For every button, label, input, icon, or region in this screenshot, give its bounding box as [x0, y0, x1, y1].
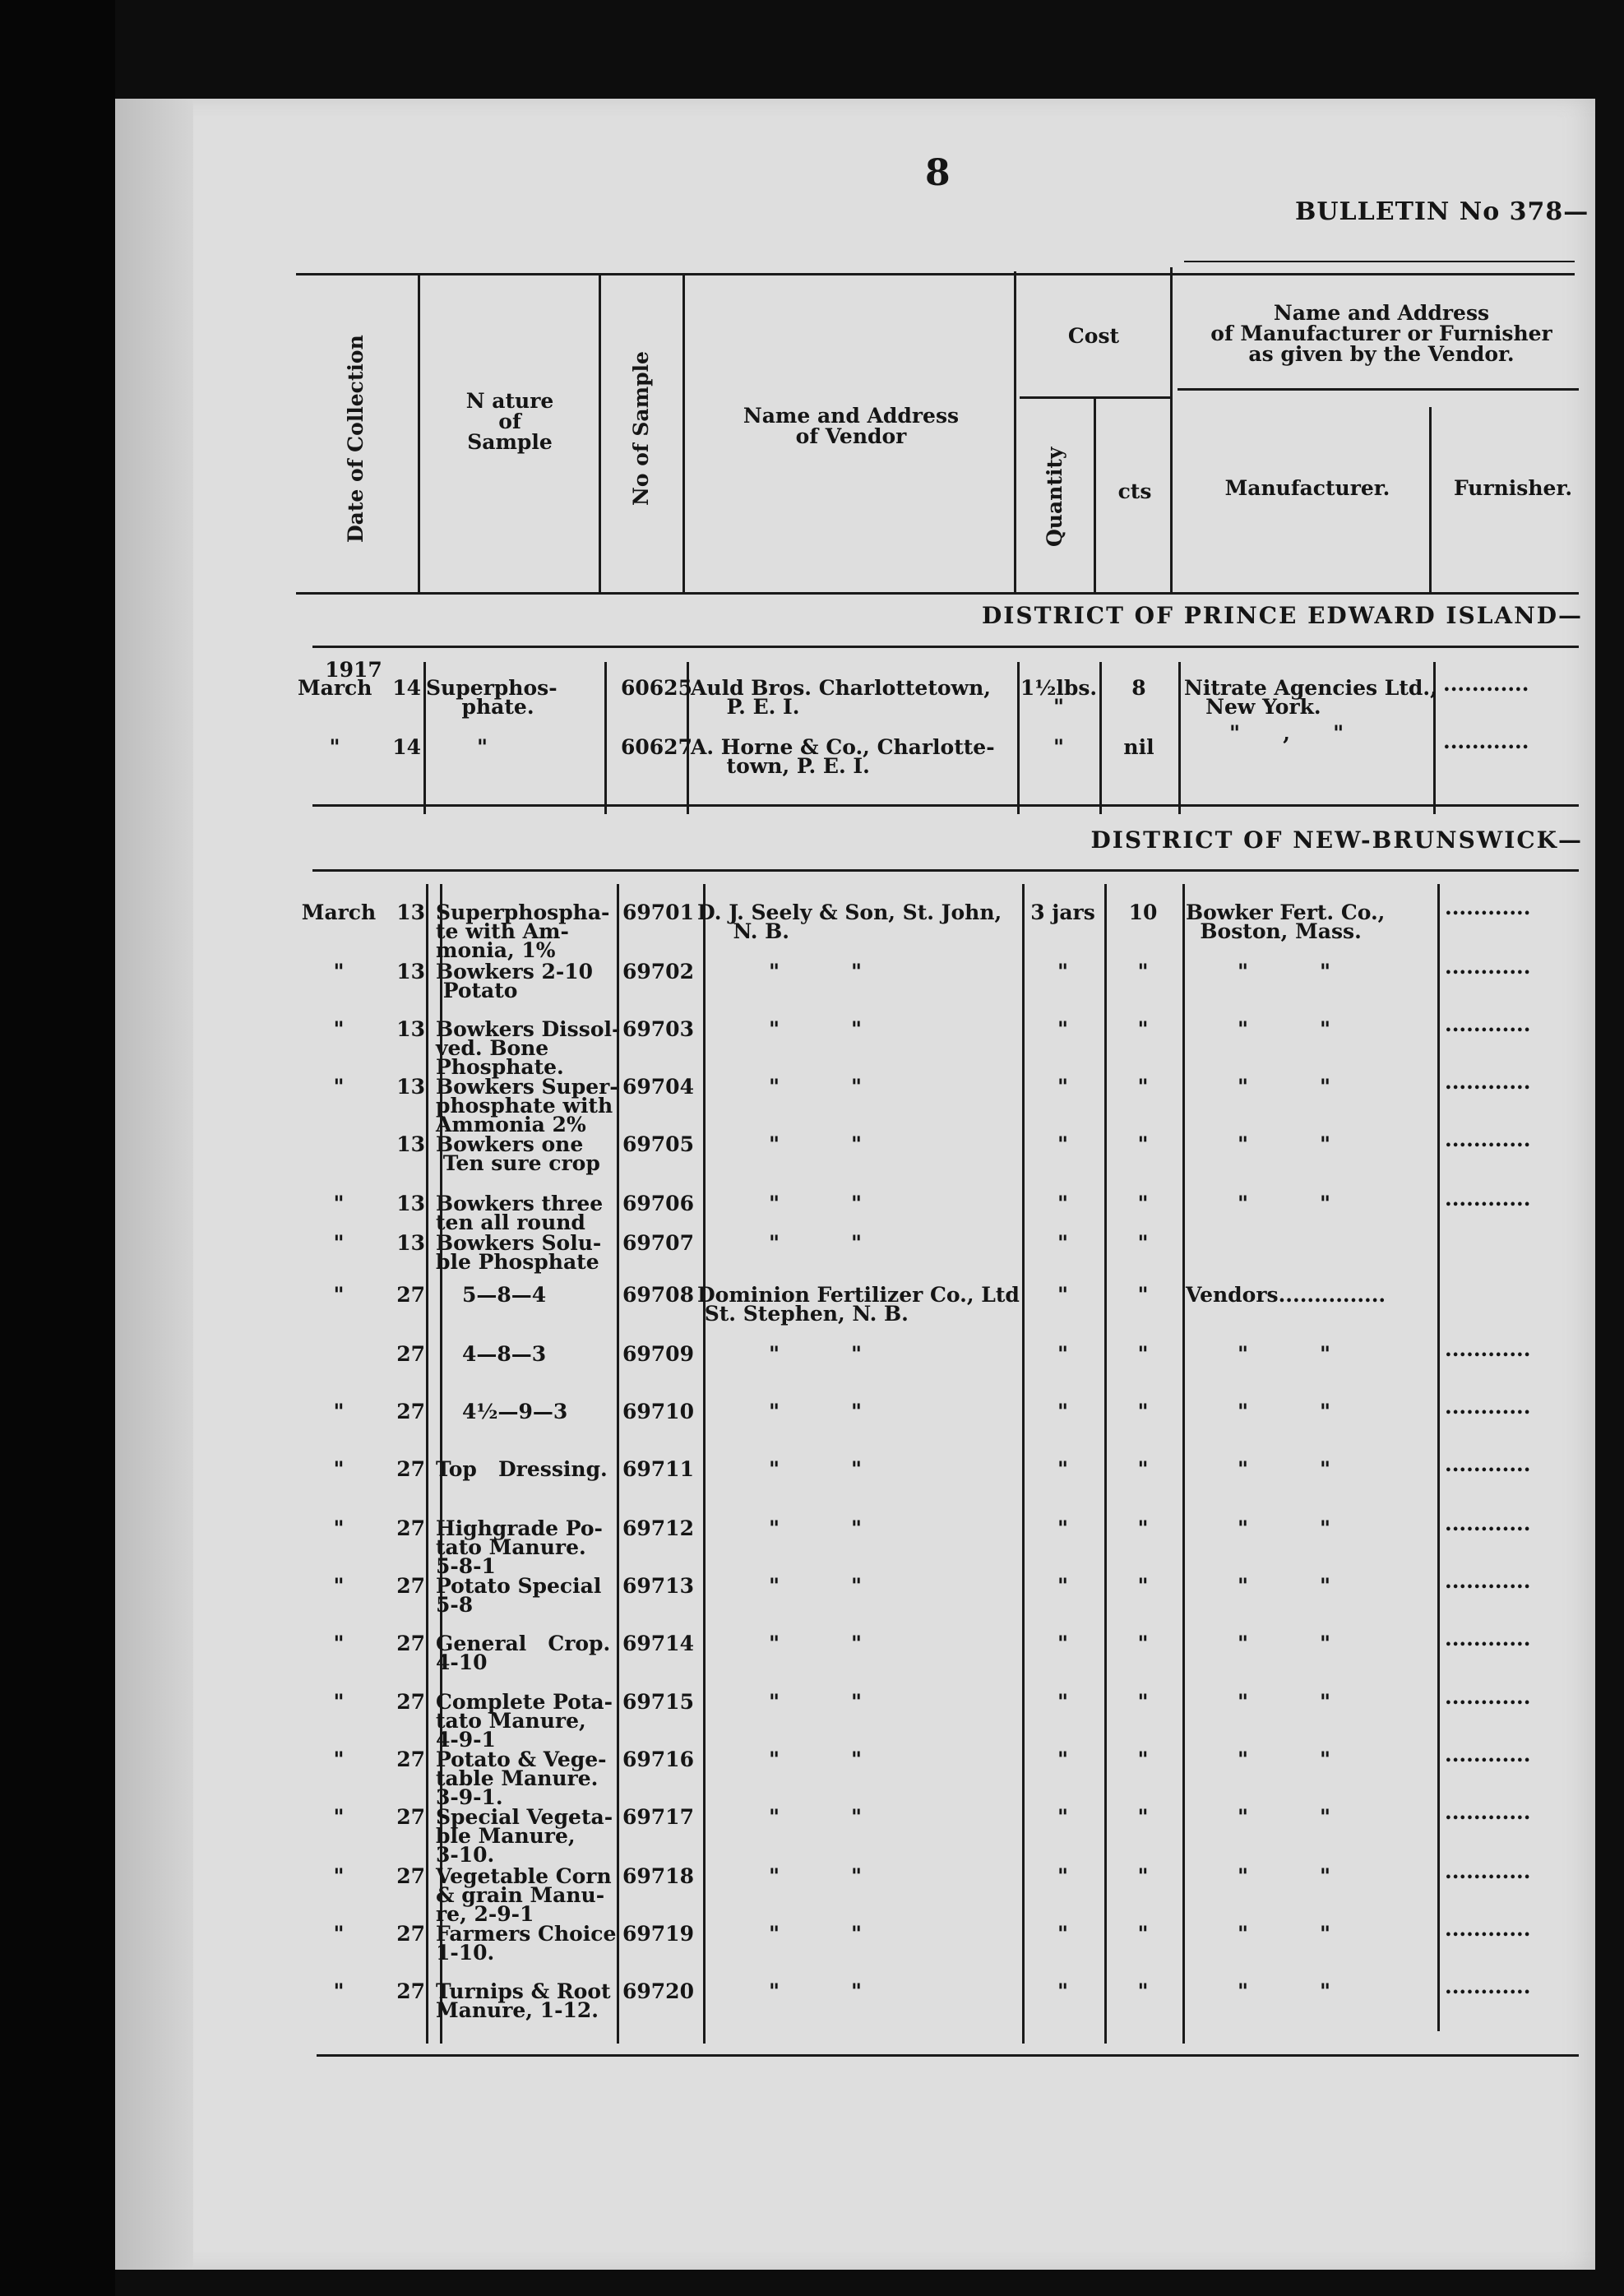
- cell-month: ": [333, 1516, 345, 1540]
- cell-day: 27: [396, 1690, 425, 1714]
- cell-furnisher: ............: [1445, 1127, 1531, 1151]
- cell-vendor: " ": [769, 1400, 863, 1423]
- cell-vendor: " ": [769, 960, 863, 984]
- cell-day: 13: [396, 960, 425, 984]
- cell-cts: ": [1137, 1864, 1149, 1888]
- cell-cts: ": [1137, 1690, 1149, 1714]
- cell-month: ": [333, 1400, 345, 1423]
- cell-nature: Bowkers Super- phosphate with Ammonia 2%: [436, 1075, 618, 1136]
- cell-vendor: " ": [769, 1574, 863, 1598]
- table-bottom-rule: [317, 2054, 1579, 2057]
- cell-quantity: ": [1057, 1342, 1069, 1366]
- header-divider: [1014, 271, 1016, 592]
- cell-nature: Bowkers three ten all round: [436, 1192, 604, 1234]
- cell-manufacturer: " , ": [1229, 721, 1344, 745]
- cell-manufacturer: Vendors...............: [1186, 1283, 1386, 1307]
- cell-day: 14: [392, 735, 421, 759]
- cell-manufacturer: " ": [1238, 1192, 1331, 1215]
- cell-cts: ": [1137, 1342, 1149, 1366]
- cell-furnisher: ............: [1445, 1627, 1531, 1650]
- cell-nature: Farmers Choice 1-10.: [436, 1922, 617, 1965]
- cell-day: 27: [396, 1979, 425, 2003]
- cell-sample: 69708: [622, 1283, 694, 1307]
- cell-furnisher: ............: [1445, 1452, 1531, 1476]
- cell-quantity: 1½lbs. ": [1020, 676, 1098, 719]
- cell-cts: nil: [1123, 735, 1154, 759]
- cell-sample: 69710: [622, 1400, 694, 1423]
- cell-manufacturer: " ": [1238, 1017, 1331, 1041]
- cell-nature: General Crop. 4-10: [436, 1632, 611, 1674]
- cell-vendor: " ": [769, 1457, 863, 1481]
- cell-nature: Bowkers 2-10 Potato: [436, 960, 594, 1002]
- cell-quantity: ": [1057, 1017, 1069, 1041]
- cell-cts: ": [1137, 1805, 1149, 1829]
- top-rule-2: [1184, 261, 1575, 262]
- cell-manufacturer: " ": [1238, 1864, 1331, 1888]
- cell-quantity: ": [1053, 735, 1065, 759]
- cell-sample: 60627: [621, 735, 692, 759]
- cell-quantity: ": [1057, 1690, 1069, 1714]
- header-divider: [418, 275, 420, 592]
- header-sample-no: No of Sample: [629, 351, 653, 506]
- cell-quantity: ": [1057, 1922, 1069, 1946]
- cell-vendor: D. J. Seely & Son, St. John, N. B.: [697, 900, 1002, 943]
- cell-month: ": [333, 1457, 345, 1481]
- cell-nature: Bowkers one Ten sure crop: [436, 1132, 600, 1175]
- cell-quantity: ": [1057, 1805, 1069, 1829]
- cell-furnisher: ............: [1445, 1395, 1531, 1419]
- cell-quantity: 3 jars: [1030, 900, 1095, 924]
- cell-vendor: " ": [769, 1516, 863, 1540]
- cell-vendor: " ": [769, 1342, 863, 1366]
- cell-month: ": [333, 1922, 345, 1946]
- cell-sample: 69717: [622, 1805, 694, 1829]
- cell-day: 27: [396, 1632, 425, 1655]
- cell-quantity: ": [1057, 1457, 1069, 1481]
- cell-sample: 69718: [622, 1864, 694, 1888]
- cell-manufacturer: " ": [1238, 960, 1331, 984]
- year-label: 1917: [325, 658, 382, 682]
- cell-furnisher: ............: [1445, 1859, 1531, 1883]
- cell-sample: 69704: [622, 1075, 694, 1099]
- cell-manufacturer: " ": [1238, 1132, 1331, 1156]
- cell-sample: 69713: [622, 1574, 694, 1598]
- cell-month: March: [301, 900, 377, 924]
- cell-manufacturer: " ": [1238, 1342, 1331, 1366]
- cell-vendor: " ": [769, 1632, 863, 1655]
- cell-day: 13: [396, 1017, 425, 1041]
- cell-vendor: " ": [769, 1922, 863, 1946]
- cell-manufacturer: " ": [1238, 1400, 1331, 1423]
- cell-vendor: " ": [769, 1690, 863, 1714]
- cell-cts: ": [1137, 1132, 1149, 1156]
- cell-furnisher: ............: [1445, 1337, 1531, 1361]
- district-rule: [312, 869, 1579, 872]
- cell-furnisher: ............: [1445, 1800, 1531, 1824]
- manuf-rule: [1178, 388, 1579, 391]
- cell-cts: ": [1137, 960, 1149, 984]
- cell-month: ": [329, 735, 340, 759]
- cell-nature: Potato & Vege- table Manure. 3-9-1.: [436, 1747, 607, 1809]
- column-divider: [1178, 662, 1181, 814]
- cell-vendor: A. Horne & Co., Charlotte- town, P. E. I.: [691, 735, 995, 778]
- cell-furnisher: ............: [1445, 1974, 1531, 1998]
- header-quantity: Quantity: [1043, 447, 1066, 547]
- cell-day: 27: [396, 1805, 425, 1829]
- cell-sample: 69711: [622, 1457, 694, 1481]
- cell-vendor: Auld Bros. Charlottetown, P. E. I.: [691, 676, 991, 719]
- cell-nature: Superphospha- te with Am- monia, 1%: [436, 900, 610, 962]
- cell-quantity: ": [1057, 1632, 1069, 1655]
- district-title: DISTRICT OF PRINCE EDWARD ISLAND—: [982, 602, 1583, 629]
- header-date: Date of Collection: [344, 335, 368, 543]
- cell-quantity: ": [1057, 1864, 1069, 1888]
- cell-manufacturer: " ": [1238, 1690, 1331, 1714]
- cell-furnisher: ............: [1443, 672, 1529, 696]
- cell-nature: 4½—9—3: [462, 1400, 568, 1423]
- cell-sample: 69709: [622, 1342, 694, 1366]
- cell-day: 27: [396, 1400, 425, 1423]
- cell-month: ": [333, 1690, 345, 1714]
- cell-month: ": [333, 1747, 345, 1771]
- cell-cts: ": [1137, 1979, 1149, 2003]
- header-divider: [599, 275, 601, 592]
- header-divider: [1094, 399, 1096, 592]
- cell-manufacturer: " ": [1238, 1516, 1331, 1540]
- cell-quantity: ": [1057, 1979, 1069, 2003]
- cell-nature: Vegetable Corn & grain Manu- re, 2-9-1: [436, 1864, 612, 1926]
- cell-quantity: ": [1057, 1075, 1069, 1099]
- cell-furnisher: ............: [1445, 1569, 1531, 1593]
- cell-manufacturer: Nitrate Agencies Ltd., New York.: [1184, 676, 1437, 719]
- cell-day: 27: [396, 1864, 425, 1888]
- cell-nature: Turnips & Root Manure, 1-12.: [436, 1979, 611, 2022]
- column-divider: [1182, 884, 1185, 2044]
- cell-month: ": [333, 1017, 345, 1041]
- cell-month: ": [333, 1574, 345, 1598]
- page-binding-shadow: [115, 99, 193, 2270]
- cell-day: 27: [396, 1747, 425, 1771]
- bulletin-title: BULLETIN No 378—: [1295, 197, 1589, 226]
- cell-month: ": [333, 960, 345, 984]
- cell-nature: Superphos- phate.: [426, 676, 558, 719]
- cell-month: ": [333, 1864, 345, 1888]
- cell-cts: ": [1137, 1632, 1149, 1655]
- cell-furnisher: ............: [1445, 1743, 1531, 1766]
- cell-quantity: ": [1057, 1574, 1069, 1598]
- cell-sample: 69716: [622, 1747, 694, 1771]
- cell-quantity: ": [1057, 1132, 1069, 1156]
- cell-cts: ": [1137, 1516, 1149, 1540]
- cell-nature: Bowkers Solu- ble Phosphate: [436, 1231, 602, 1274]
- cell-vendor: " ": [769, 1979, 863, 2003]
- header-manufacturer: Manufacturer.: [1224, 476, 1390, 500]
- cell-manufacturer: " ": [1238, 1574, 1331, 1598]
- cell-cts: ": [1137, 1283, 1149, 1307]
- cell-cts: ": [1137, 1192, 1149, 1215]
- cell-furnisher: ............: [1445, 1685, 1531, 1709]
- cell-day: 27: [396, 1283, 425, 1307]
- district-title: DISTRICT OF NEW-BRUNSWICK—: [1090, 826, 1583, 854]
- cell-cts: ": [1137, 1017, 1149, 1041]
- cell-month: ": [333, 1805, 345, 1829]
- cell-day: 27: [396, 1574, 425, 1598]
- cell-manufacturer: " ": [1238, 1979, 1331, 2003]
- cell-day: 27: [396, 1922, 425, 1946]
- cell-month: ": [333, 1632, 345, 1655]
- header-nature: N ature of Sample: [465, 389, 554, 454]
- cell-nature: Complete Pota- tato Manure, 4-9-1: [436, 1690, 613, 1752]
- header-divider: [682, 275, 685, 592]
- header-bottom-rule: [296, 592, 1579, 595]
- cell-quantity: ": [1057, 1747, 1069, 1771]
- cell-manufacturer: " ": [1238, 1075, 1331, 1099]
- column-divider: [426, 884, 428, 2044]
- cell-manufacturer: " ": [1238, 1457, 1331, 1481]
- cell-cts: ": [1137, 1457, 1149, 1481]
- cell-vendor: " ": [769, 1231, 863, 1255]
- cell-manufacturer: " ": [1238, 1922, 1331, 1946]
- cell-day: 13: [396, 1192, 425, 1215]
- cell-manufacturer: " ": [1238, 1805, 1331, 1829]
- cell-manufacturer: " ": [1238, 1632, 1331, 1655]
- cell-furnisher: ............: [1445, 1070, 1531, 1094]
- cell-furnisher: ............: [1445, 1012, 1531, 1036]
- cell-day: 27: [396, 1457, 425, 1481]
- cell-cts: ": [1137, 1922, 1149, 1946]
- cell-day: 27: [396, 1342, 425, 1366]
- cell-month: ": [333, 1231, 345, 1255]
- cell-manufacturer: Bowker Fert. Co., Boston, Mass.: [1186, 900, 1386, 943]
- cell-vendor: " ": [769, 1747, 863, 1771]
- cell-nature: ": [477, 735, 488, 759]
- cell-sample: 60625: [621, 676, 692, 700]
- cell-day: 27: [396, 1516, 425, 1540]
- header-cost: Cost: [1067, 324, 1120, 348]
- header-vendor: Name and Address of Vendor: [743, 404, 960, 448]
- column-divider: [604, 662, 607, 814]
- cell-quantity: ": [1057, 960, 1069, 984]
- district-end-rule: [312, 804, 1579, 807]
- header-divider: [1170, 267, 1173, 592]
- cell-furnisher: ............: [1445, 1917, 1531, 1941]
- cell-vendor: Dominion Fertilizer Co., Ltd St. Stephen, N. B.: [697, 1283, 1020, 1326]
- header-manufacturer-group: Name and Address of Manufacturer or Furnisher as given by the Vendor.: [1210, 301, 1552, 366]
- column-divider: [703, 884, 706, 2044]
- cell-month: ": [333, 1979, 345, 2003]
- cell-furnisher: ............: [1445, 1511, 1531, 1535]
- column-divider: [1437, 884, 1440, 2031]
- cell-furnisher: ............: [1445, 955, 1531, 979]
- cell-cts: 10: [1128, 900, 1158, 924]
- cell-cts: 8: [1131, 676, 1146, 700]
- cell-sample: 69706: [622, 1192, 694, 1215]
- header-furnisher: Furnisher.: [1453, 476, 1573, 500]
- cell-cts: ": [1137, 1400, 1149, 1423]
- cell-month: ": [333, 1283, 345, 1307]
- cell-furnisher: ............: [1443, 729, 1529, 753]
- cell-nature: Special Vegeta- ble Manure, 3-10.: [436, 1805, 613, 1867]
- cell-nature: Bowkers Dissol- ved. Bone Phosphate.: [436, 1017, 621, 1079]
- cell-month: ": [333, 1075, 345, 1099]
- cell-vendor: " ": [769, 1864, 863, 1888]
- cell-sample: 69702: [622, 960, 694, 984]
- cell-quantity: ": [1057, 1283, 1069, 1307]
- cell-quantity: ": [1057, 1516, 1069, 1540]
- cell-sample: 69707: [622, 1231, 694, 1255]
- cell-sample: 69701: [622, 900, 694, 924]
- cell-vendor: " ": [769, 1192, 863, 1215]
- scan-border: [0, 0, 115, 2296]
- cell-day: 13: [396, 1075, 425, 1099]
- header-cts: cts: [1117, 479, 1152, 503]
- cell-vendor: " ": [769, 1805, 863, 1829]
- top-rule: [296, 273, 1575, 275]
- cell-sample: 69720: [622, 1979, 694, 2003]
- cost-rule: [1020, 396, 1170, 399]
- cell-manufacturer: " ": [1238, 1747, 1331, 1771]
- cell-day: 14: [392, 676, 421, 700]
- cell-cts: ": [1137, 1574, 1149, 1598]
- cell-quantity: ": [1057, 1400, 1069, 1423]
- cell-sample: 69719: [622, 1922, 694, 1946]
- cell-sample: 69715: [622, 1690, 694, 1714]
- cell-month: ": [333, 1192, 345, 1215]
- cell-vendor: " ": [769, 1075, 863, 1099]
- cell-cts: ": [1137, 1231, 1149, 1255]
- cell-sample: 69714: [622, 1632, 694, 1655]
- cell-day: 13: [396, 1231, 425, 1255]
- district-rule: [312, 646, 1579, 648]
- cell-sample: 69705: [622, 1132, 694, 1156]
- header-divider: [1429, 407, 1432, 592]
- cell-quantity: ": [1057, 1231, 1069, 1255]
- cell-cts: ": [1137, 1747, 1149, 1771]
- cell-nature: Potato Special 5-8: [436, 1574, 602, 1617]
- cell-quantity: ": [1057, 1192, 1069, 1215]
- cell-cts: ": [1137, 1075, 1149, 1099]
- cell-furnisher: ............: [1445, 1187, 1531, 1210]
- cell-sample: 69703: [622, 1017, 694, 1041]
- cell-nature: Highgrade Po- tato Manure. 5-8-1: [436, 1516, 603, 1578]
- cell-day: 13: [396, 1132, 425, 1156]
- cell-nature: Top Dressing.: [436, 1457, 608, 1481]
- cell-nature: 5—8—4: [462, 1283, 547, 1307]
- cell-vendor: " ": [769, 1017, 863, 1041]
- cell-sample: 69712: [622, 1516, 694, 1540]
- page-number: 8: [925, 152, 951, 194]
- cell-vendor: " ": [769, 1132, 863, 1156]
- cell-nature: 4—8—3: [462, 1342, 547, 1366]
- cell-month: March: [298, 676, 372, 700]
- cell-day: 13: [396, 900, 425, 924]
- cell-furnisher: ............: [1445, 896, 1531, 919]
